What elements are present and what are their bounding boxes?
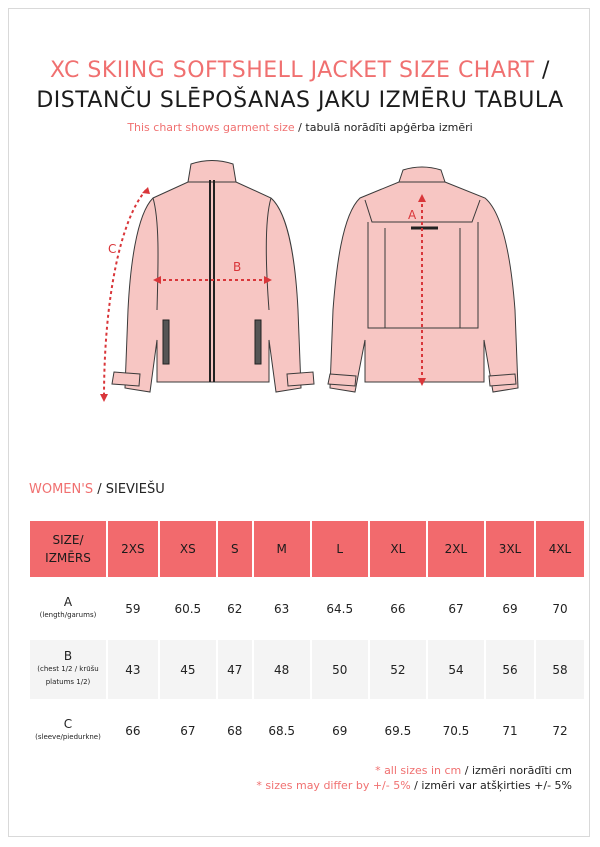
size-header: 4XL bbox=[536, 521, 584, 577]
row-label: C (sleeve/piedurkne) bbox=[30, 701, 106, 760]
size-header: XL bbox=[370, 521, 426, 577]
table-cell: 56 bbox=[486, 640, 534, 699]
table-cell: 66 bbox=[370, 579, 426, 638]
table-cell: 70.5 bbox=[428, 701, 484, 760]
note-units: * all sizes in cm / izmēri norādīti cm bbox=[375, 764, 572, 777]
label-a: A bbox=[408, 208, 417, 222]
section-heading: WOMEN'S / SIEVIEŠU bbox=[29, 482, 165, 497]
table-cell: 43 bbox=[108, 640, 158, 699]
size-header: S bbox=[218, 521, 252, 577]
table-cell: 69 bbox=[312, 701, 368, 760]
table-cell: 45 bbox=[160, 640, 216, 699]
table-cell: 71 bbox=[486, 701, 534, 760]
table-cell: 69 bbox=[486, 579, 534, 638]
table-cell: 67 bbox=[428, 579, 484, 638]
table-cell: 70 bbox=[536, 579, 584, 638]
subtitle: This chart shows garment size / tabulā norādīti apģērba izmēri bbox=[127, 121, 473, 134]
size-header: XS bbox=[160, 521, 216, 577]
size-header: M bbox=[254, 521, 310, 577]
corner-header: SIZE/ IZMĒRS bbox=[30, 521, 106, 577]
size-header: 3XL bbox=[486, 521, 534, 577]
table-cell: 52 bbox=[370, 640, 426, 699]
table-cell: 63 bbox=[254, 579, 310, 638]
table-cell: 64.5 bbox=[312, 579, 368, 638]
table-row bbox=[30, 701, 584, 760]
table-cell: 58 bbox=[536, 640, 584, 699]
table-cell: 66 bbox=[108, 701, 158, 760]
note-tolerance: * sizes may differ by +/- 5% / izmēri var atšķirties +/- 5% bbox=[256, 779, 572, 792]
table-cell: 48 bbox=[254, 640, 310, 699]
label-c: C bbox=[108, 242, 117, 256]
table-cell: 67 bbox=[160, 701, 216, 760]
table-row bbox=[30, 579, 584, 638]
table-cell: 72 bbox=[536, 701, 584, 760]
title-latvian: DISTANČU SLĒPOŠANAS JAKU IZMĒRU TABULA bbox=[36, 88, 564, 113]
row-label: A (length/garums) bbox=[30, 579, 106, 638]
table-cell: 62 bbox=[218, 579, 252, 638]
title-english: XC SKIING SOFTSHELL JACKET SIZE CHART / bbox=[50, 58, 550, 83]
label-b: B bbox=[233, 260, 242, 274]
table-cell: 59 bbox=[108, 579, 158, 638]
size-header: 2XL bbox=[428, 521, 484, 577]
size-header: L bbox=[312, 521, 368, 577]
table-cell: 50 bbox=[312, 640, 368, 699]
table-row bbox=[30, 640, 584, 699]
row-label: B (chest 1/2 / krūšu platums 1/2) bbox=[30, 640, 106, 699]
table-header-row bbox=[30, 521, 584, 577]
table-cell: 69.5 bbox=[370, 701, 426, 760]
size-header: 2XS bbox=[108, 521, 158, 577]
table-cell: 54 bbox=[428, 640, 484, 699]
size-table bbox=[28, 519, 586, 762]
table-cell: 68.5 bbox=[254, 701, 310, 760]
table-cell: 60.5 bbox=[160, 579, 216, 638]
table-cell: 47 bbox=[218, 640, 252, 699]
jacket-illustration bbox=[0, 160, 600, 420]
table-cell: 68 bbox=[218, 701, 252, 760]
